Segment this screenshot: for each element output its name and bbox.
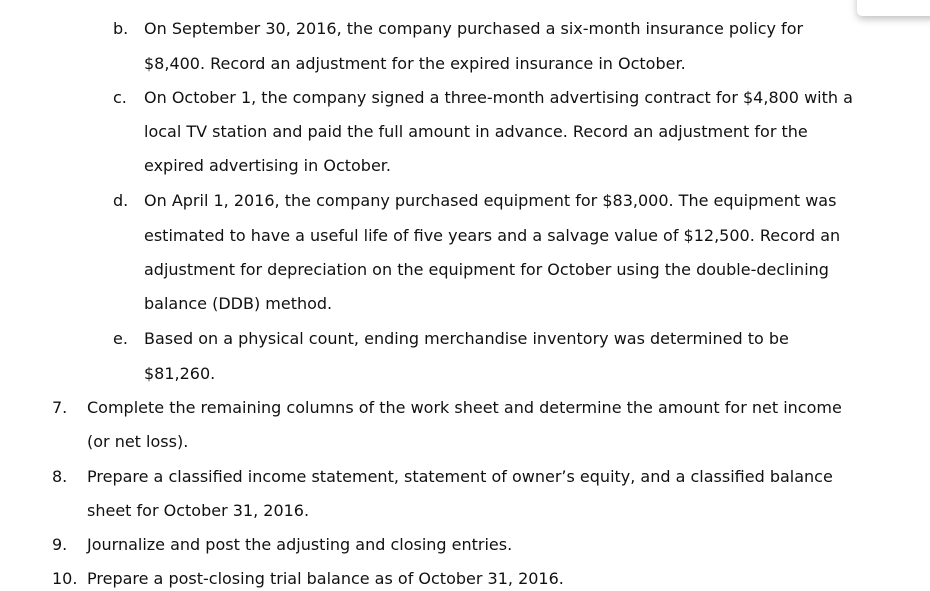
list-item-text-line: Prepare a classified income statement, statement of owner’s equity, and a classified balance	[87, 467, 833, 486]
list-marker: 10.	[52, 569, 78, 588]
list-marker: b.	[113, 19, 129, 38]
list-marker: 7.	[52, 398, 68, 417]
list-item-text-line: On October 1, the company signed a three-month advertising contract for $4,800 with a	[144, 88, 853, 107]
list-item-text-line: $81,260.	[144, 364, 216, 383]
list-item-text-line: Complete the remaining columns of the work sheet and determine the amount for net income	[87, 398, 842, 417]
list-marker: 8.	[52, 467, 68, 486]
list-marker: c.	[113, 88, 127, 107]
list-item-text-line: sheet for October 31, 2016.	[87, 501, 310, 520]
list-item-text-line: expired advertising in October.	[144, 156, 391, 175]
list-item-text-line: On September 30, 2016, the company purchased a six-month insurance policy for	[144, 19, 804, 38]
list-marker: d.	[113, 191, 129, 210]
floating-toolbar-popup[interactable]	[857, 0, 930, 16]
list-item-text-line: estimated to have a useful life of five years and a salvage value of $12,500. Record an	[144, 226, 841, 245]
list-item-text-line: Prepare a post-closing trial balance as of October 31, 2016.	[87, 569, 564, 588]
list-marker: e.	[113, 329, 128, 348]
list-item-text-line: local TV station and paid the full amount in advance. Record an adjustment for the	[144, 122, 808, 141]
list-item-text-line: Journalize and post the adjusting and closing entries.	[87, 535, 513, 554]
list-item-text-line: (or net loss).	[87, 432, 189, 451]
list-item-text-line: $8,400. Record an adjustment for the expired insurance in October.	[144, 54, 686, 73]
list-item-text-line: balance (DDB) method.	[144, 294, 333, 313]
list-marker: 9.	[52, 535, 68, 554]
list-item-text-line: On April 1, 2016, the company purchased equipment for $83,000. The equipment was	[144, 191, 837, 210]
list-item-text-line: Based on a physical count, ending merchandise inventory was determined to be	[144, 329, 789, 348]
list-item-text-line: adjustment for depreciation on the equipment for October using the double-declining	[144, 260, 829, 279]
